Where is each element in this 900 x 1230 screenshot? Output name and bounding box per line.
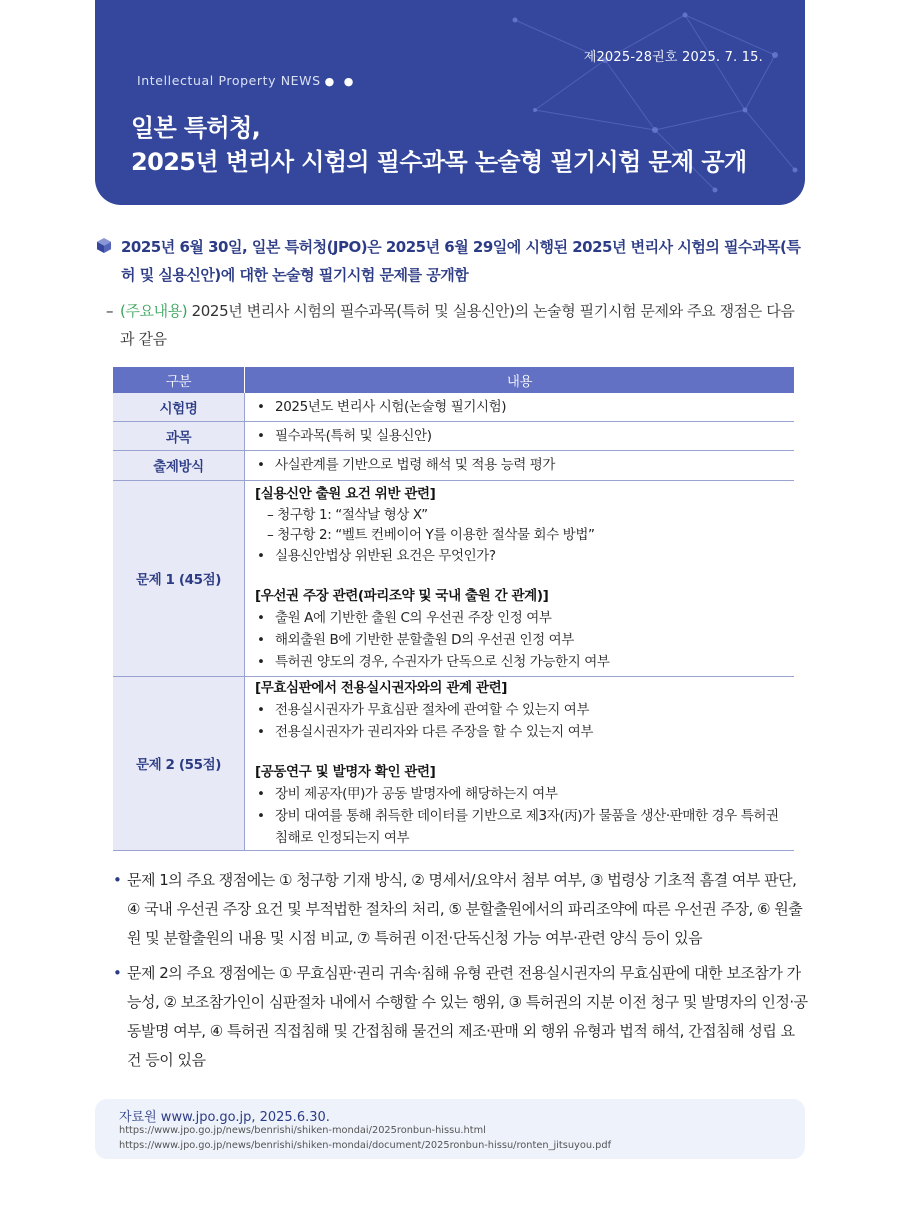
table-header-row (113, 367, 794, 393)
list-item: • 사실관계를 기반으로 법령 해석 및 적용 능력 평가 (255, 454, 794, 476)
cube-bullet-icon (97, 238, 111, 253)
list-item: • 특허권 양도의 경우, 수권자가 단독으로 신청 가능한지 여부 (255, 651, 794, 673)
list-item: • 2025년도 변리사 시험(논술형 필기시험) (255, 396, 794, 418)
dash-marker: – (106, 302, 114, 320)
row-value (245, 393, 795, 421)
summary-paragraph (97, 233, 807, 289)
table-row (113, 450, 794, 480)
detail-paragraph (106, 297, 806, 353)
summary-text: 2025년 6월 30일, 일본 특허청(JPO)은 2025년 6월 29일에 시행된 2025년 변리사 시험의 필수과목(특허 및 실용신안)에 대한 논술형 필기시험 문제를 공개함 (121, 238, 801, 284)
row-key: 시험명 (113, 393, 245, 421)
note-text: 문제 2의 주요 쟁점에는 ① 무효심판·권리 귀속·침해 유형 관련 전용실시권자의 무효심판에 대한 보조참가 가능성, ② 보조참가인이 심판절차 내에서 수행할 수 있는 행위, ③ 특허권의 지분 이전 청구 및 발명자의 인정·공동발명 여부, ④ 특허권 직접침해 및 간접침해 물건의 제조·판매 외 행위 유형과 법적 해석, 간접침해 성립 요건 등이 있음 (127, 964, 808, 1069)
row-key: 문제 2 (55점) (113, 676, 245, 850)
header-category: 구분 (113, 367, 245, 393)
table-row (113, 421, 794, 450)
key-issues-notes (113, 866, 808, 1081)
row-value (245, 676, 795, 850)
note-text: 문제 1의 주요 쟁점에는 ① 청구항 기재 방식, ② 명세서/요약서 첨부 여부, ③ 법령상 기초적 흠결 여부 판단, ④ 국내 우선권 주장 요건 및 부적법한 절차의 처리, ⑤ 분할출원에서의 파리조약에 따른 우선권 주장, ⑥ 원출원 및 분할출원의 내용 및 시점 비교, ⑦ 특허권 이전·단독신청 가능 여부·관련 양식 등이 있음 (127, 871, 803, 947)
list-item: • 장비 대여를 통해 취득한 데이터를 기반으로 제3자(丙)가 물품을 생산·판매한 경우 특허권 침해로 인정되는지 여부 (255, 805, 794, 849)
claim-item: – 청구항 2: “벨트 컨베이어 Y를 이용한 절삭물 회수 방법” (267, 527, 595, 543)
row-value (245, 450, 795, 480)
header-content: 내용 (245, 367, 795, 393)
row-value (245, 480, 795, 676)
detail-highlight: (주요내용) (120, 302, 188, 320)
section-heading: [무효심판에서 전용실시권자와의 관계 관련] (255, 680, 507, 696)
note-item (113, 959, 808, 1075)
title-line-2: 2025년 변리사 시험의 필수과목 논술형 필기시험 문제 공개 (131, 148, 747, 176)
detail-text (120, 297, 806, 353)
news-label-text: Intellectual Property NEWS (137, 73, 321, 88)
page-title (131, 111, 747, 179)
section-heading: [우선권 주장 관련(파리조약 및 국내 출원 간 관계)] (255, 588, 549, 604)
table-row (113, 480, 794, 676)
spacer (255, 567, 794, 585)
list-item: • 실용신안법상 위반된 요건은 무엇인가? (255, 545, 794, 567)
newsletter-header (95, 0, 805, 205)
news-label (137, 73, 356, 88)
list-item: • 해외출원 B에 기반한 분할출원 D의 우선권 인정 여부 (255, 629, 794, 651)
claim-item: – 청구항 1: “절삭날 형상 X” (267, 507, 428, 523)
note-item (113, 866, 808, 953)
dots-icon: ● ● (324, 75, 357, 88)
section-heading: [공동연구 및 발명자 확인 관련] (255, 764, 436, 780)
row-key: 문제 1 (45점) (113, 480, 245, 676)
list-item: • 장비 제공자(甲)가 공동 발명자에 해당하는지 여부 (255, 783, 794, 805)
issue-number: 제2025-28권호 2025. 7. 15. (583, 50, 763, 65)
row-key: 과목 (113, 421, 245, 450)
exam-info-table (113, 367, 794, 851)
list-item: • 출원 A에 기반한 출원 C의 우선권 주장 인정 여부 (255, 607, 794, 629)
row-value (245, 421, 795, 450)
list-item: • 전용실시권자가 무효심판 절차에 관여할 수 있는지 여부 (255, 699, 794, 721)
bullet-dot-icon: • (113, 871, 122, 889)
source-link[interactable]: https://www.jpo.go.jp/news/benrishi/shiken-mondai/document/2025ronbun-hissu/ronten_jitsuyou.pdf (119, 1140, 612, 1151)
list-item: • 필수과목(특허 및 실용신안) (255, 425, 794, 447)
section-heading: [실용신안 출원 요건 위반 관련] (255, 486, 436, 502)
source-title: 자료원 www.jpo.go.jp, 2025.6.30. (119, 1110, 330, 1125)
spacer (255, 743, 794, 761)
bullet-dot-icon: • (113, 964, 122, 982)
list-item: • 전용실시권자가 권리자와 다른 주장을 할 수 있는지 여부 (255, 721, 794, 743)
table-row (113, 393, 794, 421)
row-key: 출제방식 (113, 450, 245, 480)
detail-body: 2025년 변리사 시험의 필수과목(특허 및 실용신안)의 논술형 필기시험 문제와 주요 쟁점은 다음과 같음 (120, 302, 795, 348)
source-link[interactable]: https://www.jpo.go.jp/news/benrishi/shiken-mondai/2025ronbun-hissu.html (119, 1125, 486, 1136)
title-line-1: 일본 특허청, (131, 114, 261, 142)
table-row (113, 676, 794, 850)
source-box (95, 1099, 805, 1159)
